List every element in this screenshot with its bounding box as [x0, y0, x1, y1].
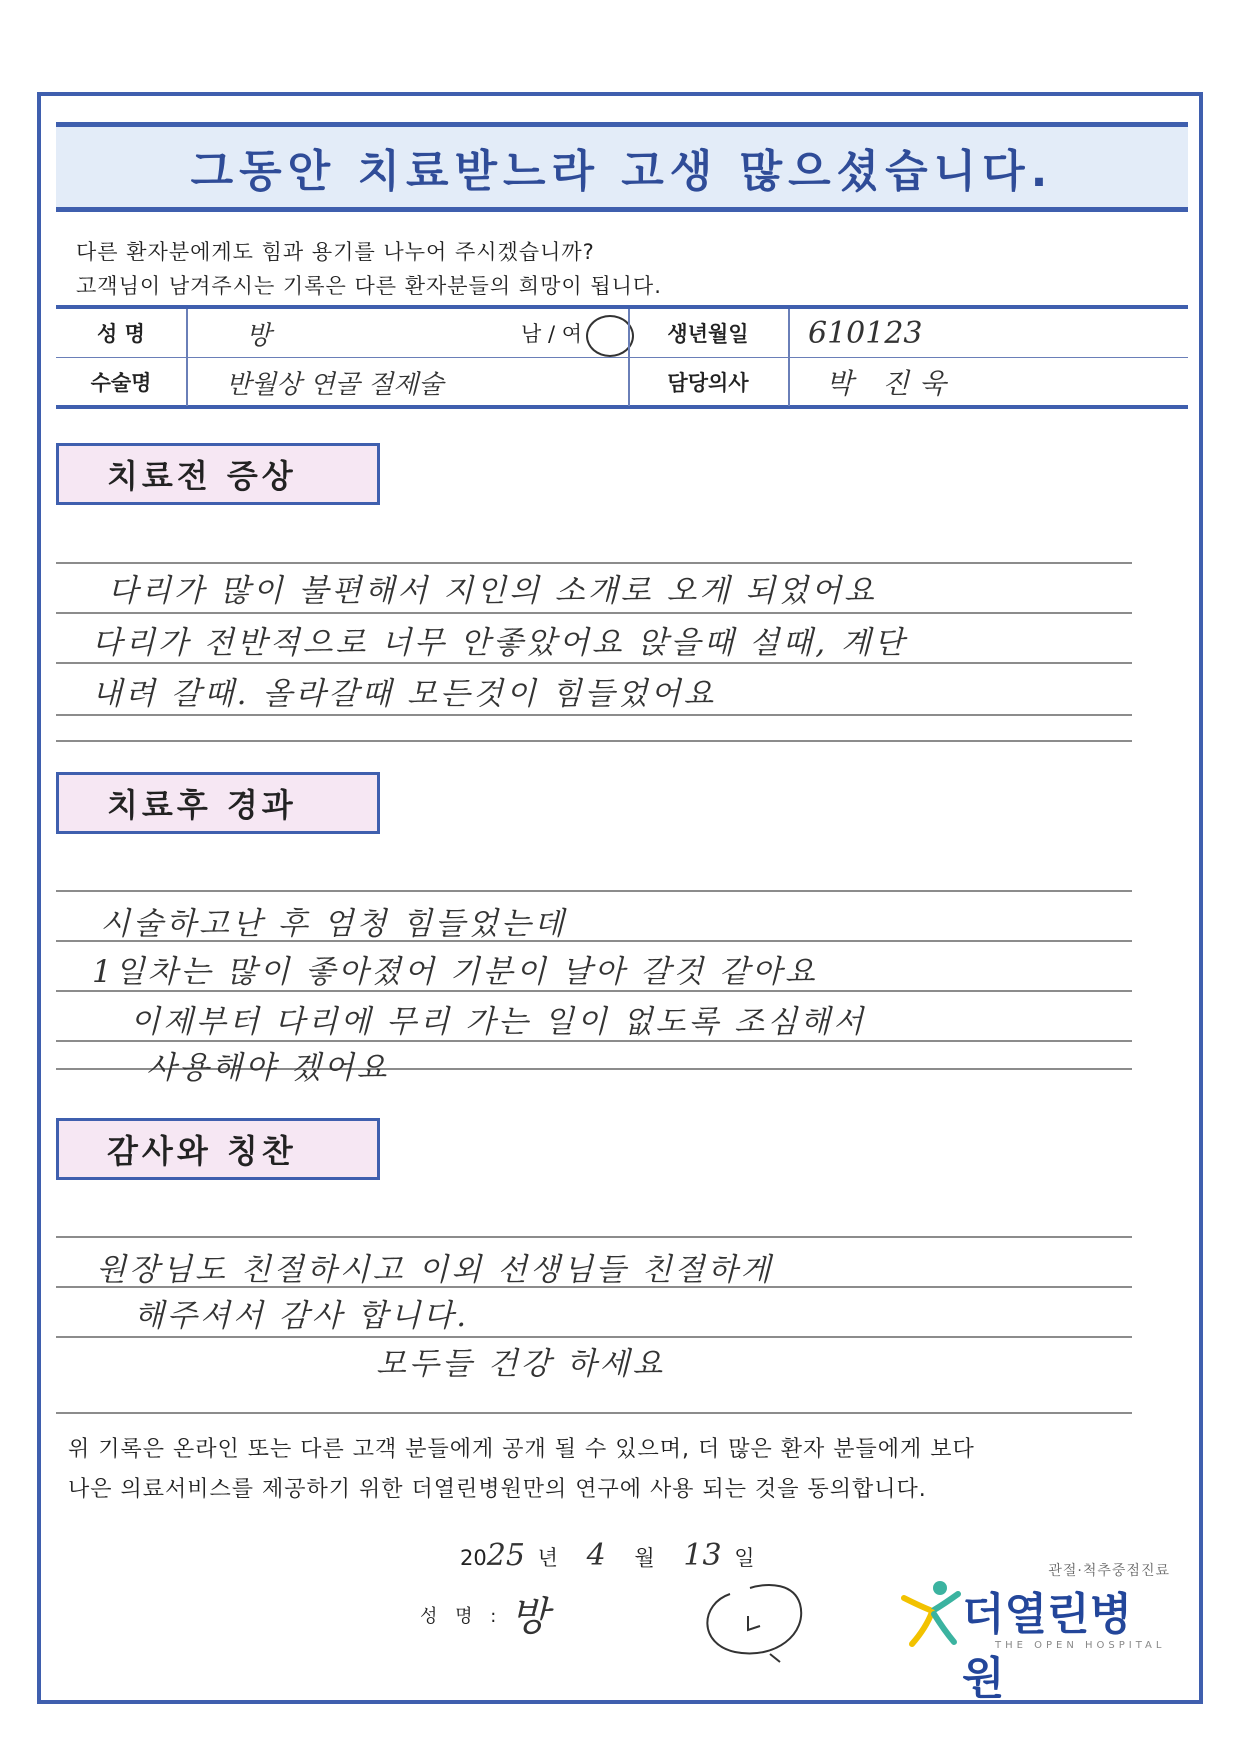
doctor-label: 담당의사: [667, 371, 749, 395]
handwritten-line: 1일차는 많이 좋아졌어 기분이 날아 갈것 같아요: [92, 954, 818, 990]
surgery-label: 수술명: [90, 371, 152, 395]
day-handwritten: 13: [683, 1538, 722, 1573]
day-unit: 일: [734, 1546, 755, 1570]
handwritten-line: 시술하고난 후 엄청 힘들었는데: [100, 906, 567, 942]
year-prefix: 20: [460, 1546, 487, 1570]
writing-rule: [56, 890, 1132, 892]
birth-value: 610123: [808, 315, 923, 351]
date-line: [460, 1538, 755, 1573]
logo-figure-icon: [900, 1580, 964, 1650]
signature-label: 성 명 :: [420, 1606, 503, 1627]
section-heading-after: 치료후 경과: [56, 772, 380, 834]
writing-rule: [56, 1412, 1132, 1414]
handwritten-line: 다리가 전반적으로 너무 안좋았어요 앉을때 설때, 계단: [92, 625, 907, 661]
handwritten-line: 이제부터 다리에 무리 가는 일이 없도록 조심해서: [130, 1004, 867, 1040]
gender-options: 남 / 여: [521, 322, 582, 346]
birth-label: 생년월일: [667, 322, 749, 346]
title-band: [56, 122, 1188, 212]
name-label: 성 명: [97, 322, 145, 346]
name-value: 방: [246, 320, 272, 351]
handwritten-line: 해주셔서 감사 합니다.: [134, 1298, 470, 1334]
writing-rule: [56, 562, 1132, 564]
gender-selected-circle: [586, 315, 634, 357]
month-unit: 월: [634, 1546, 655, 1570]
info-row-name: [56, 309, 1188, 358]
handwritten-line: 모두들 건강 하세요: [376, 1346, 666, 1382]
form-title: 그동안 치료받느라 고생 많으셨습니다.: [190, 146, 1054, 197]
writing-rule: [56, 662, 1132, 664]
intro-line-1: 다른 환자분에게도 힘과 용기를 나누어 주시겠습니까?: [76, 240, 595, 264]
intro-line-2: 고객님이 남겨주시는 기록은 다른 환자분들의 희망이 됩니다.: [76, 274, 662, 298]
writing-rule: [56, 1236, 1132, 1238]
handwritten-line: 다리가 많이 불편해서 지인의 소개로 오게 되었어요: [108, 573, 877, 609]
signature-scribble: [690, 1574, 820, 1664]
consent-line-1: 위 기록은 온라인 또는 다른 고객 분들에게 공개 될 수 있으며, 더 많은 환자 분들에게 보다: [68, 1437, 975, 1462]
section-heading-thanks: 감사와 칭찬: [56, 1118, 380, 1180]
signature-name: 방: [510, 1594, 549, 1640]
section-heading-before: 치료전 증상: [56, 443, 380, 505]
year-unit: 년: [537, 1546, 558, 1570]
doctor-value: 박 진욱: [826, 367, 957, 400]
handwritten-line: 내려 갈때. 올라갈때 모든것이 힘들었어요: [92, 676, 717, 712]
handwritten-line: 원장님도 친절하시고 이외 선생님들 친절하게: [96, 1252, 774, 1288]
surgery-value: 반월상 연골 절제술: [226, 369, 444, 400]
hospital-logo: [900, 1560, 1170, 1704]
logo-name: 더열린병원: [962, 1589, 1133, 1704]
info-row-surgery: [56, 358, 1188, 406]
year-handwritten: 25: [486, 1538, 525, 1573]
consent-line-2: 나은 의료서비스를 제공하기 위한 더열린병원만의 연구에 사용 되는 것을 동의합니다.: [68, 1477, 927, 1502]
patient-info-table: [56, 305, 1188, 409]
writing-rule: [56, 714, 1132, 716]
writing-rule: [56, 612, 1132, 614]
handwritten-line: 사용해야 겠어요: [146, 1050, 390, 1086]
writing-rule: [56, 740, 1132, 742]
logo-tagline: 관절·척추중점진료: [1048, 1563, 1170, 1579]
month-handwritten: 4: [586, 1538, 606, 1573]
logo-english: THE OPEN HOSPITAL: [995, 1640, 1166, 1651]
